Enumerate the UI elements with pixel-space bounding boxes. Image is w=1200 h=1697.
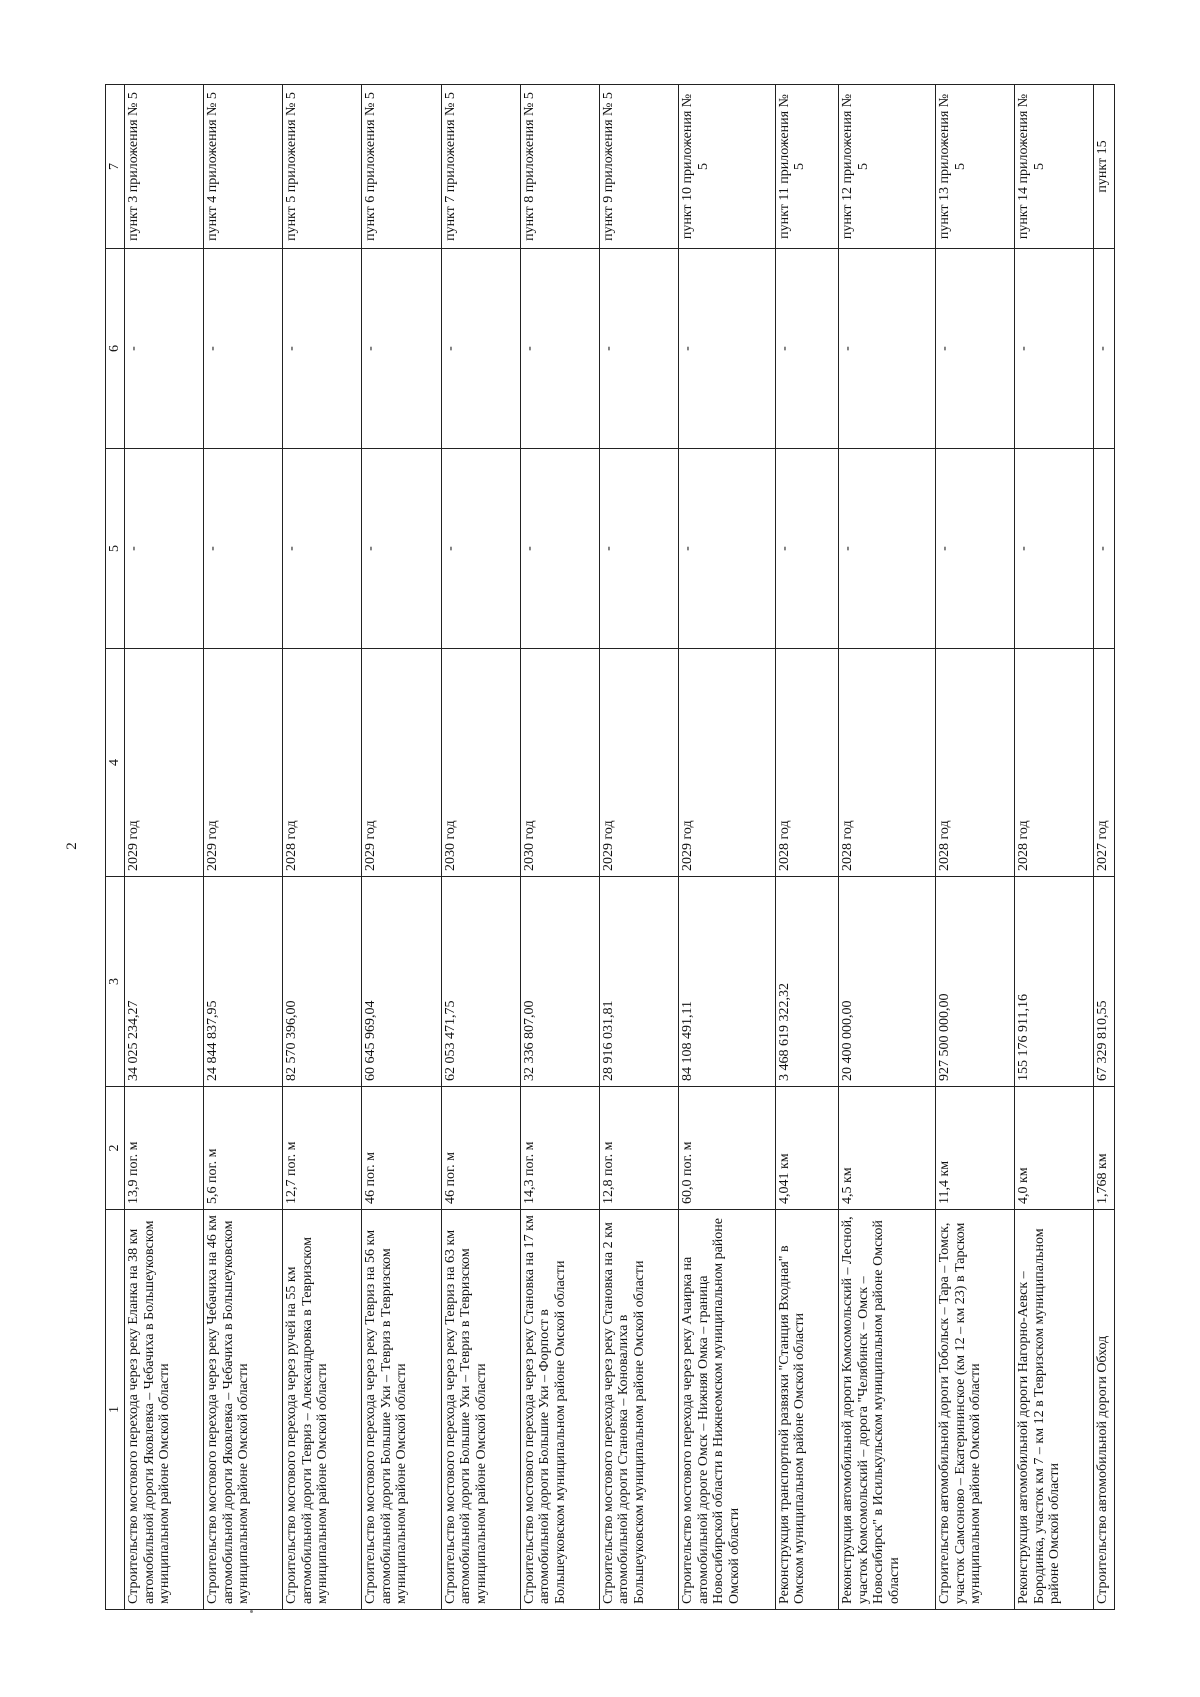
cell-col6: - [839,249,936,449]
cell-year: 2028 год [839,649,936,877]
column-header: 6 [106,249,125,449]
cell-col5: - [441,449,520,649]
cell-col5: - [839,449,936,649]
cell-col6: - [441,249,520,449]
table-row [125,85,204,1610]
cell-reference: пункт 14 приложения № 5 [1015,85,1094,249]
cell-description: Реконструкция транспортной развязки "Станция Входная" в Омском муниципальном районе Омской области [775,1210,839,1610]
table-row [283,85,362,1610]
table-row [936,85,1015,1610]
cell-length: 1,768 км [1094,1087,1115,1210]
cell-col6: - [1094,249,1115,449]
cell-year: 2029 год [125,649,204,877]
cell-reference: пункт 8 приложения № 5 [520,85,599,249]
cell-description: Реконструкция автомобильной дороги Комсомольский – Лесной, участок Комсомольский – дорога "Челябинск – Омск – Новосибирск" в Исилькульском муниципальном районе Омской области [839,1210,936,1610]
cell-year: 2029 год [599,649,678,877]
cell-reference: пункт 13 приложения № 5 [936,85,1015,249]
header-row [106,85,125,1610]
cell-year: 2028 год [283,649,362,877]
cell-cost: 32 336 807,00 [520,877,599,1087]
cell-description: Строительство мостового перехода через реку Становка на 2 км автомобильной дороги Становка – Коновалиха в Большеуковском муниципальном районе Омской области [599,1210,678,1610]
cell-cost: 82 570 396,00 [283,877,362,1087]
cell-reference: пункт 9 приложения № 5 [599,85,678,249]
cell-length: 46 пог. м [362,1087,441,1210]
cell-col6: - [204,249,283,449]
cell-description: Строительство мостового перехода через реку Чебачиха на 46 км автомобильной дороги Яковлевка – Чебачиха в Большеуковском муниципальном районе Омской области [204,1210,283,1610]
cell-length: 5,6 пог. м [204,1087,283,1210]
column-header: 4 [106,649,125,877]
cell-cost: 155 176 911,16 [1015,877,1094,1087]
cell-description: Строительство автомобильной дороги Обход [1094,1210,1115,1610]
cell-col5: - [362,449,441,649]
data-table [105,84,1115,1610]
cell-col5: - [283,449,362,649]
cell-col6: - [775,249,839,449]
cell-length: 13,9 пог. м [125,1087,204,1210]
cell-length: 4,5 км [839,1087,936,1210]
cell-description: Строительство мостового перехода через реку Ачаирка на автомобильной дороге Омск – Нижняя Омка – граница Новосибирской области в Нижнеомском муниципальном районе Омской области [679,1210,776,1610]
cell-reference: пункт 10 приложения № 5 [679,85,776,249]
cell-year: 2028 год [936,649,1015,877]
cell-col6: - [936,249,1015,449]
column-header: 7 [106,85,125,249]
cell-col6: - [283,249,362,449]
scan-speck [250,1610,253,1613]
column-header: 1 [106,1210,125,1610]
cell-reference: пункт 6 приложения № 5 [362,85,441,249]
cell-col5: - [125,449,204,649]
cell-cost: 927 500 000,00 [936,877,1015,1087]
cell-year: 2029 год [362,649,441,877]
table-row [362,85,441,1610]
cell-cost: 84 108 491,11 [679,877,776,1087]
cell-cost: 60 645 969,04 [362,877,441,1087]
cell-year: 2028 год [1015,649,1094,877]
cell-col5: - [936,449,1015,649]
cell-col5: - [1094,449,1115,649]
cell-length: 14,3 пог. м [520,1087,599,1210]
cell-length: 12,8 пог. м [599,1087,678,1210]
cell-col5: - [204,449,283,649]
cell-length: 4,041 км [775,1087,839,1210]
cell-cost: 34 025 234,27 [125,877,204,1087]
cell-reference: пункт 3 приложения № 5 [125,85,204,249]
table-row [441,85,520,1610]
cell-length: 60,0 пог. м [679,1087,776,1210]
cell-cost: 67 329 810,55 [1094,877,1115,1087]
cell-length: 4,0 км [1015,1087,1094,1210]
cell-description: Строительство мостового перехода через ручей на 55 км автомобильной дороги Тевриз – Александровка в Тевризском муниципальном районе Омской области [283,1210,362,1610]
cell-col6: - [125,249,204,449]
table-row [204,85,283,1610]
page-number: 2 [64,842,80,850]
column-header: 5 [106,449,125,649]
cell-year: 2029 год [204,649,283,877]
column-header: 3 [106,877,125,1087]
table-row [599,85,678,1610]
cell-description: Строительство мостового перехода через реку Тевриз на 63 км автомобильной дороги Большие Уки – Тевриз в Тевризском муниципальном районе Омской области [441,1210,520,1610]
cell-col5: - [1015,449,1094,649]
cell-reference: пункт 11 приложения № 5 [775,85,839,249]
table-row [520,85,599,1610]
cell-reference: пункт 5 приложения № 5 [283,85,362,249]
cell-col6: - [520,249,599,449]
column-header: 2 [106,1087,125,1210]
cell-col6: - [679,249,776,449]
cell-cost: 62 053 471,75 [441,877,520,1087]
cell-description: Реконструкция автомобильной дороги Нагорно-Аевск – Бородинка, участок км 7 – км 12 в Тевризском муниципальном районе Омской области [1015,1210,1094,1610]
table-row [839,85,936,1610]
cell-reference: пункт 15 [1094,85,1115,249]
cell-col5: - [599,449,678,649]
cell-year: 2030 год [441,649,520,877]
table-row [679,85,776,1610]
cell-year: 2028 год [775,649,839,877]
cell-length: 11,4 км [936,1087,1015,1210]
cell-col6: - [599,249,678,449]
rotated-table-container [105,85,1115,1610]
cell-description: Строительство автомобильной дороги Тобольск – Тара – Томск, участок Самсоново – Екатерининское (км 12 – км 23) в Тарском муниципальном районе Омской области [936,1210,1015,1610]
cell-cost: 20 400 000,00 [839,877,936,1087]
cell-description: Строительство мостового перехода через реку Становка на 17 км автомобильной дороги Большие Уки – Форпост в Большеуковском муниципальном районе Омской области [520,1210,599,1610]
cell-cost: 28 916 031,81 [599,877,678,1087]
cell-reference: пункт 4 приложения № 5 [204,85,283,249]
cell-reference: пункт 12 приложения № 5 [839,85,936,249]
cell-col5: - [775,449,839,649]
cell-year: 2029 год [679,649,776,877]
cell-col6: - [1015,249,1094,449]
cell-reference: пункт 7 приложения № 5 [441,85,520,249]
table-row [775,85,839,1610]
cell-year: 2030 год [520,649,599,877]
cell-col5: - [679,449,776,649]
cell-cost: 3 468 619 322,32 [775,877,839,1087]
cell-description: Строительство мостового перехода через реку Еланка на 38 км автомобильной дороги Яковлевка – Чебачиха в Большеуковском муниципальном районе Омской области [125,1210,204,1610]
cell-length: 12,7 пог. м [283,1087,362,1210]
cell-year: 2027 год [1094,649,1115,877]
cell-col5: - [520,449,599,649]
cell-description: Строительство мостового перехода через реку Тевриз на 56 км автомобильной дороги Большие Уки – Тевриз в Тевризском муниципальном районе Омской области [362,1210,441,1610]
table-row [1094,85,1115,1610]
table-row [1015,85,1094,1610]
cell-col6: - [362,249,441,449]
cell-cost: 24 844 837,95 [204,877,283,1087]
cell-length: 46 пог. м [441,1087,520,1210]
